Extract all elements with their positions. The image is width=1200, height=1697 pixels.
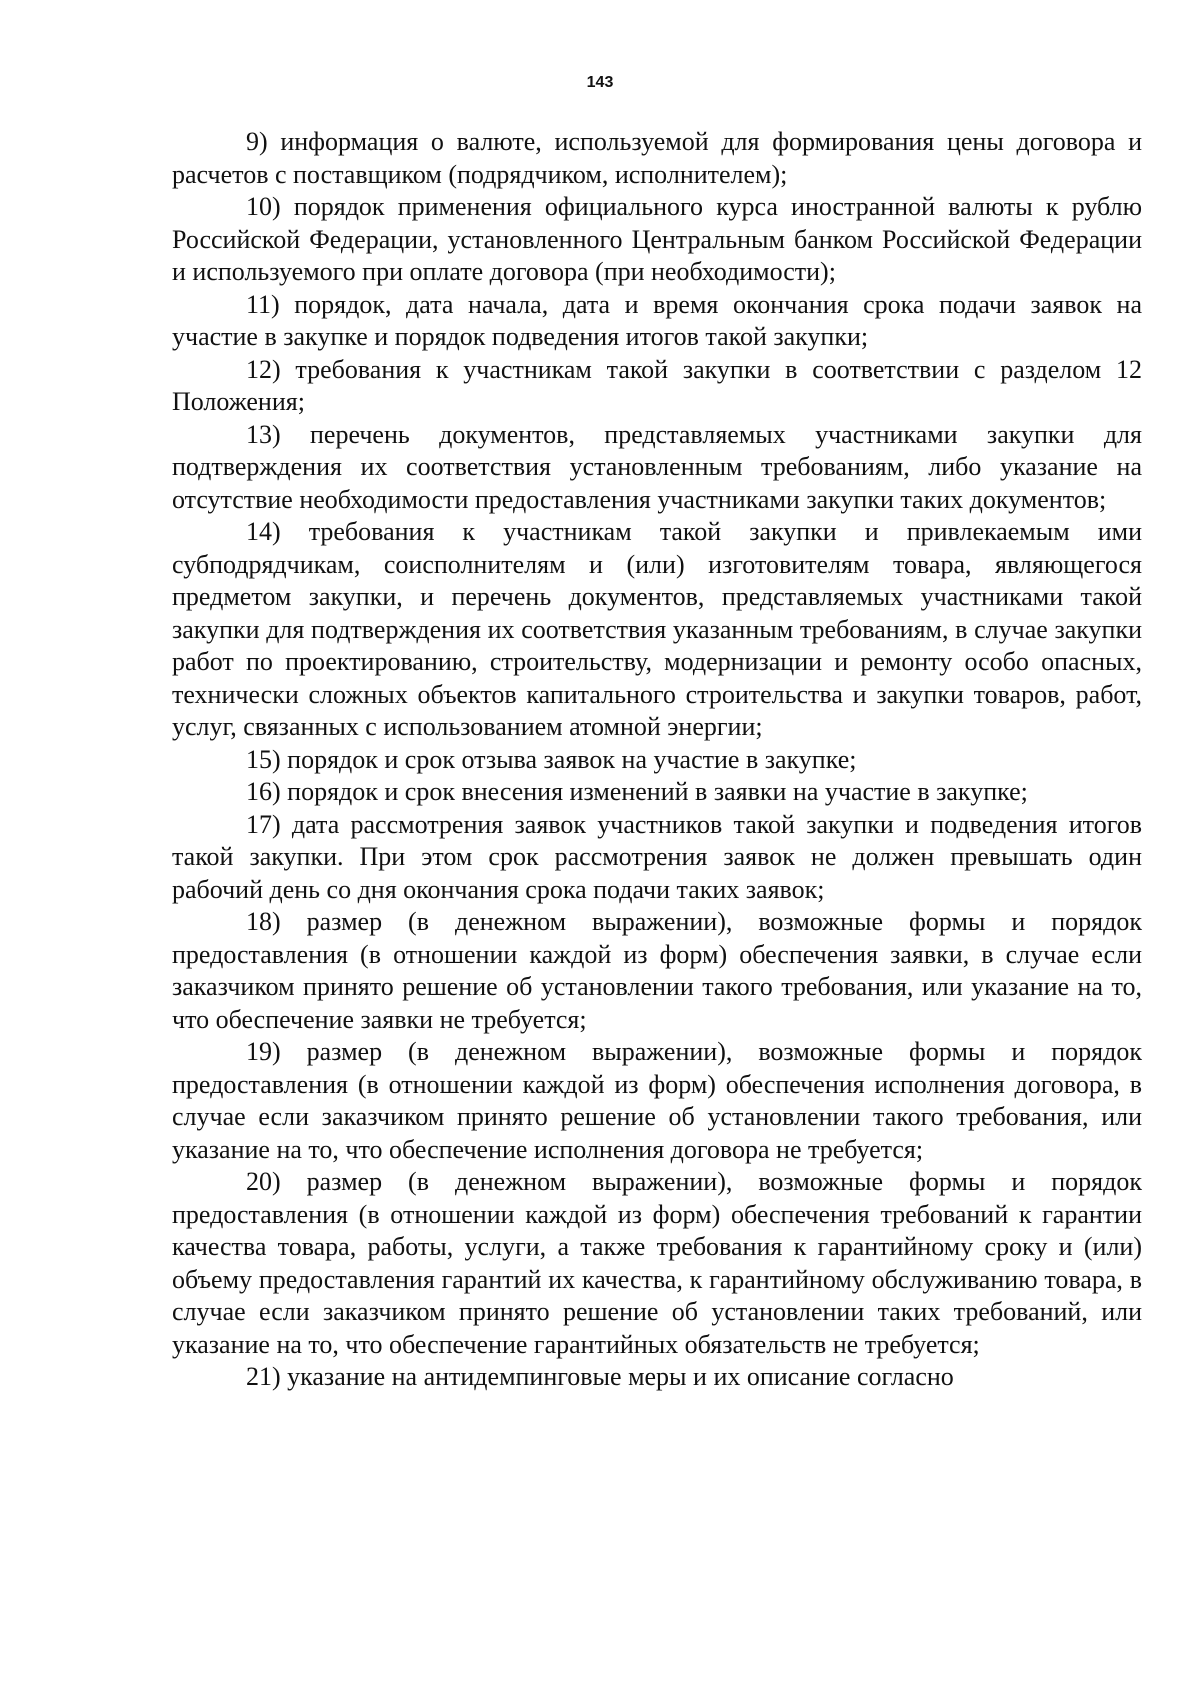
body-text <box>172 126 1142 1394</box>
paragraph-item-13: 13) перечень документов, представляемых участниками закупки для подтверждения их соответствия установленным требованиям, либо указание на отсутствие необходимости предоставления участниками закупки таких документов; <box>172 419 1142 514</box>
paragraph-item-9: 9) информация о валюте, используемой для формирования цены договора и расчетов с поставщиком (подрядчиком, исполнителем); <box>172 127 1142 189</box>
paragraph-item-19: 19) размер (в денежном выражении), возможные формы и порядок предоставления (в отношении каждой из форм) обеспечения исполнения договора, в случае если заказчиком принято решение об установлении такого требования, или указание на то, что обеспечение исполнения договора не требуется; <box>172 1037 1142 1164</box>
paragraph-item-16: 16) порядок и срок внесения изменений в заявки на участие в закупке; <box>246 777 1028 806</box>
paragraph-item-12: 12) требования к участникам такой закупки в соответствии с разделом 12 Положения; <box>172 354 1142 416</box>
paragraph-item-20: 20) размер (в денежном выражении), возможные формы и порядок предоставления (в отношении каждой из форм) обеспечения требований к гарантии качества товара, работы, услуги, а также требования к гарантийному сроку и (или) объему предоставления гарантий их качества, к гарантийному обслуживанию товара, в случае если заказчиком принято решение об установлении таких требований, или указание на то, что обеспечение гарантийных обязательств не требуется; <box>172 1167 1142 1359</box>
paragraph-item-17: 17) дата рассмотрения заявок участников такой закупки и подведения итогов такой закупки. При этом срок рассмотрения заявок не должен превышать один рабочий день со дня окончания срока подачи таких заявок; <box>172 809 1142 904</box>
paragraph-item-11: 11) порядок, дата начала, дата и время окончания срока подачи заявок на участие в закупке и порядок подведения итогов такой закупки; <box>172 289 1142 351</box>
paragraph-item-15: 15) порядок и срок отзыва заявок на участие в закупке; <box>246 744 857 774</box>
page-number: 143 <box>586 74 614 91</box>
paragraph-item-21: 21) указание на антидемпинговые меры и их описание согласно <box>246 1362 954 1391</box>
paragraph-item-14: 14) требования к участникам такой закупки и привлекаемым ими субподрядчикам, соисполнителям и (или) изготовителям товара, являющегося предметом закупки, и перечень документов, представляемых участниками такой закупки для подтверждения их соответствия указанным требованиям, в случае закупки работ по проектированию, строительству, модернизации и ремонту особо опасных, технически сложных объектов капитального строительства и закупки товаров, работ, услуг, связанных с использованием атомной энергии; <box>172 517 1142 741</box>
paragraph-item-18: 18) размер (в денежном выражении), возможные формы и порядок предоставления (в отношении каждой из форм) обеспечения заявки, в случае если заказчиком принято решение об установлении такого требования, или указание на то, что обеспечение заявки не требуется; <box>172 907 1142 1034</box>
paragraph-item-10: 10) порядок применения официального курса иностранной валюты к рублю Российской Федерации, установленного Центральным банком Российской Федерации и используемого при оплате договора (при необходимости); <box>172 192 1142 286</box>
